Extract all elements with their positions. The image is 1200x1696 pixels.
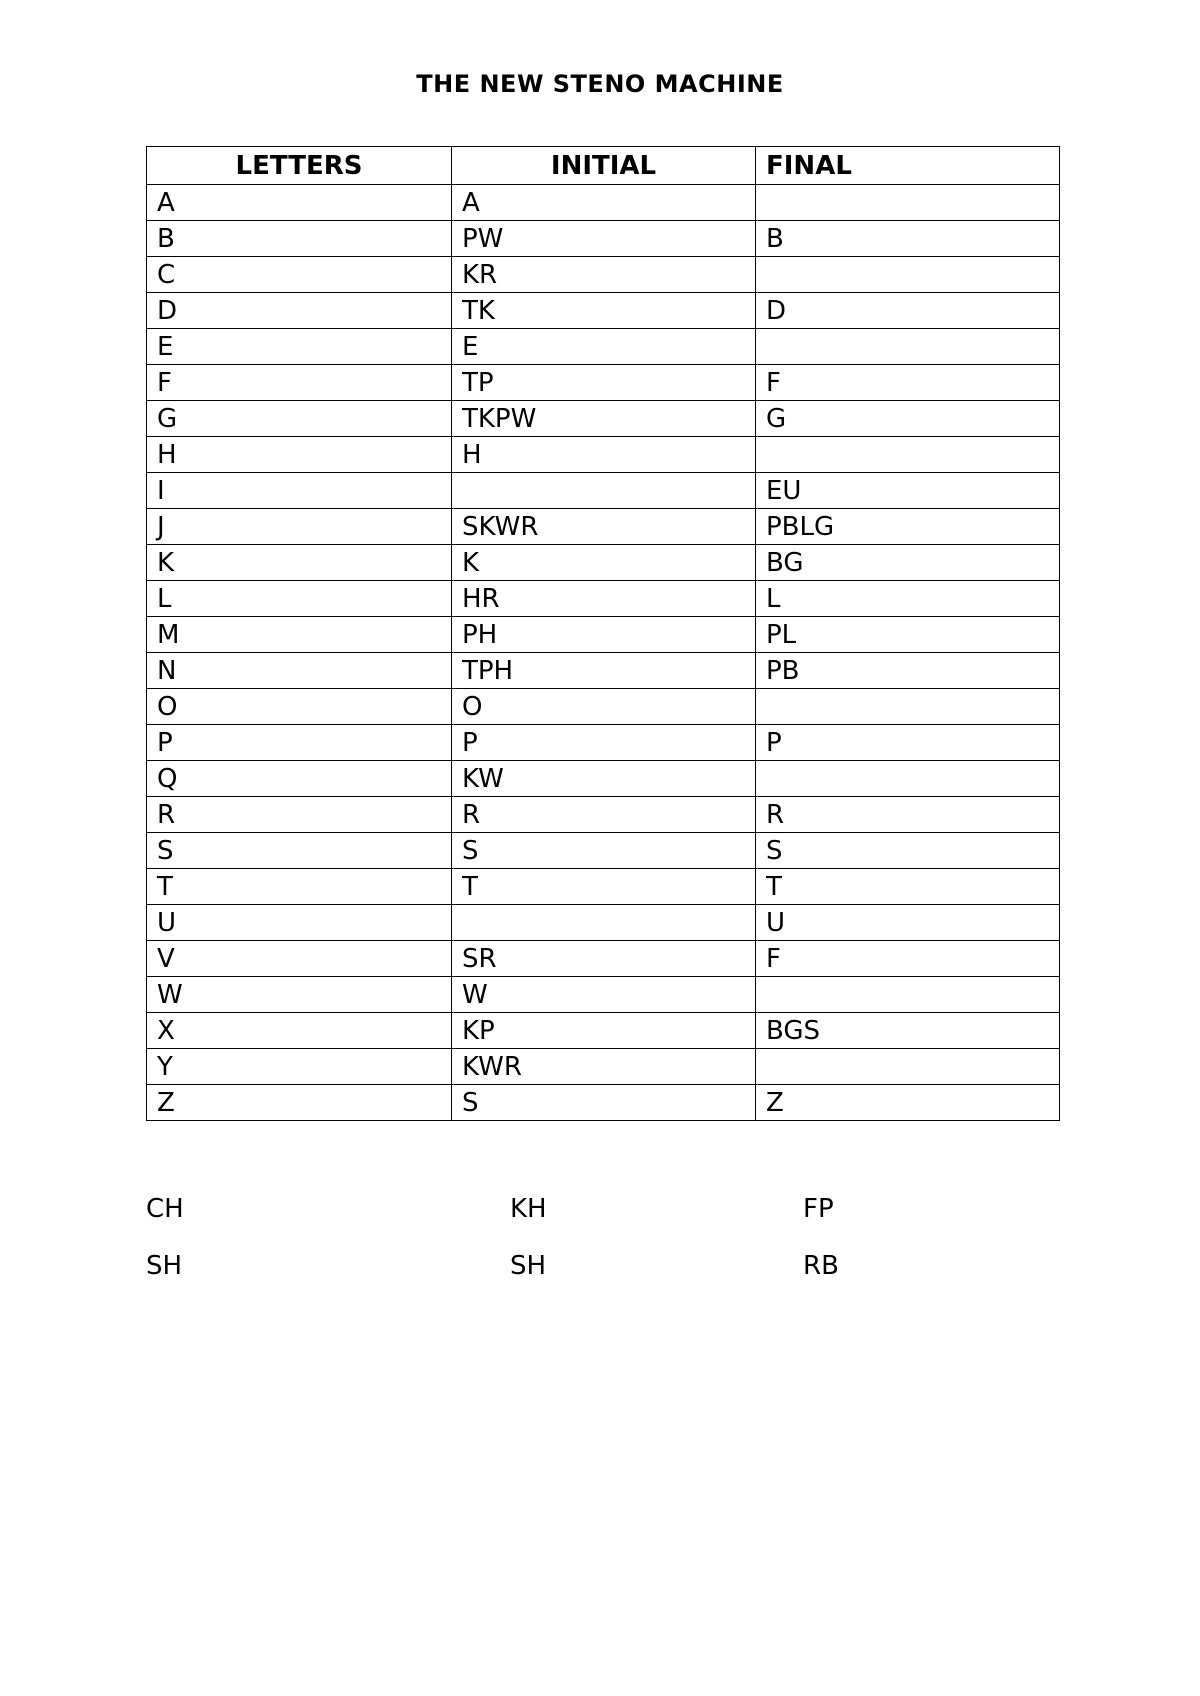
- table-row: [147, 581, 1060, 617]
- cell-final: [756, 689, 1060, 725]
- cell-letter: K: [147, 545, 452, 581]
- cell-letter: E: [147, 329, 452, 365]
- cell-final: [756, 1049, 1060, 1085]
- cell-final: [756, 329, 1060, 365]
- cell-initial: PH: [452, 617, 756, 653]
- cell-letter: U: [147, 905, 452, 941]
- table-row: [147, 617, 1060, 653]
- table-header-row: [147, 147, 1060, 185]
- cell-initial: KR: [452, 257, 756, 293]
- cell-letter: N: [147, 653, 452, 689]
- table-row: [147, 869, 1060, 905]
- cell-letter: Y: [147, 1049, 452, 1085]
- cell-letter: Q: [147, 761, 452, 797]
- cell-final: [756, 437, 1060, 473]
- table-row: [147, 1085, 1060, 1121]
- table-row: [147, 797, 1060, 833]
- cell-initial: A: [452, 185, 756, 221]
- cell-final: [756, 761, 1060, 797]
- steno-letters-table: [146, 146, 1060, 1121]
- cell-initial: TP: [452, 365, 756, 401]
- cell-final: S: [756, 833, 1060, 869]
- cell-final: [756, 185, 1060, 221]
- cell-letter: S: [147, 833, 452, 869]
- table-row: [147, 833, 1060, 869]
- cell-initial: R: [452, 797, 756, 833]
- table-row: [147, 941, 1060, 977]
- cell-final: F: [756, 941, 1060, 977]
- cell-final: BGS: [756, 1013, 1060, 1049]
- cell-initial: [452, 473, 756, 509]
- cell-initial: H: [452, 437, 756, 473]
- cell-initial: P: [452, 725, 756, 761]
- cell-final: T: [756, 869, 1060, 905]
- table-row: [147, 329, 1060, 365]
- cell-letter: J: [147, 509, 452, 545]
- cell-initial: [452, 905, 756, 941]
- table-row: [147, 221, 1060, 257]
- cell-initial: TK: [452, 293, 756, 329]
- cell-initial: TKPW: [452, 401, 756, 437]
- cell-letter: A: [147, 185, 452, 221]
- cell-letter: X: [147, 1013, 452, 1049]
- cell-final: EU: [756, 473, 1060, 509]
- table-row: [147, 257, 1060, 293]
- column-header-initial: INITIAL: [452, 147, 756, 185]
- column-header-letters: LETTERS: [147, 147, 452, 185]
- table-body: [147, 185, 1060, 1121]
- cell-final: L: [756, 581, 1060, 617]
- cell-final: Z: [756, 1085, 1060, 1121]
- extra-row-1-letter: CH: [146, 1194, 184, 1224]
- table-row: [147, 437, 1060, 473]
- cell-initial: E: [452, 329, 756, 365]
- cell-letter: H: [147, 437, 452, 473]
- cell-final: B: [756, 221, 1060, 257]
- cell-letter: Z: [147, 1085, 452, 1121]
- cell-initial: HR: [452, 581, 756, 617]
- extra-row-2-letter: SH: [146, 1251, 183, 1281]
- cell-letter: L: [147, 581, 452, 617]
- cell-initial: KWR: [452, 1049, 756, 1085]
- table-row: [147, 1049, 1060, 1085]
- cell-letter: D: [147, 293, 452, 329]
- cell-final: R: [756, 797, 1060, 833]
- page-title: THE NEW STENO MACHINE: [416, 70, 784, 98]
- cell-letter: V: [147, 941, 452, 977]
- cell-final: [756, 977, 1060, 1013]
- table-row: [147, 473, 1060, 509]
- cell-final: D: [756, 293, 1060, 329]
- table-row: [147, 509, 1060, 545]
- table-row: [147, 545, 1060, 581]
- cell-final: F: [756, 365, 1060, 401]
- table-row: [147, 977, 1060, 1013]
- table-row: [147, 761, 1060, 797]
- extra-row-1-final: FP: [803, 1194, 834, 1224]
- cell-final: P: [756, 725, 1060, 761]
- cell-letter: C: [147, 257, 452, 293]
- cell-initial: O: [452, 689, 756, 725]
- cell-initial: KW: [452, 761, 756, 797]
- cell-final: PBLG: [756, 509, 1060, 545]
- cell-initial: TPH: [452, 653, 756, 689]
- cell-final: [756, 257, 1060, 293]
- extra-row-2-final: RB: [803, 1251, 839, 1281]
- cell-initial: SKWR: [452, 509, 756, 545]
- cell-letter: F: [147, 365, 452, 401]
- column-header-final: FINAL: [756, 147, 1060, 185]
- table-row: [147, 185, 1060, 221]
- cell-letter: W: [147, 977, 452, 1013]
- cell-letter: I: [147, 473, 452, 509]
- cell-initial: W: [452, 977, 756, 1013]
- cell-final: PB: [756, 653, 1060, 689]
- table-row: [147, 653, 1060, 689]
- cell-initial: S: [452, 833, 756, 869]
- cell-letter: O: [147, 689, 452, 725]
- cell-initial: KP: [452, 1013, 756, 1049]
- cell-initial: T: [452, 869, 756, 905]
- cell-letter: R: [147, 797, 452, 833]
- cell-initial: S: [452, 1085, 756, 1121]
- cell-initial: PW: [452, 221, 756, 257]
- cell-final: G: [756, 401, 1060, 437]
- cell-letter: P: [147, 725, 452, 761]
- cell-final: BG: [756, 545, 1060, 581]
- table-row: [147, 365, 1060, 401]
- extra-row-2-initial: SH: [510, 1251, 547, 1281]
- table-row: [147, 689, 1060, 725]
- table-row: [147, 293, 1060, 329]
- table-row: [147, 1013, 1060, 1049]
- cell-final: PL: [756, 617, 1060, 653]
- cell-letter: B: [147, 221, 452, 257]
- table-row: [147, 905, 1060, 941]
- cell-final: U: [756, 905, 1060, 941]
- cell-initial: K: [452, 545, 756, 581]
- cell-letter: T: [147, 869, 452, 905]
- cell-letter: M: [147, 617, 452, 653]
- table-row: [147, 725, 1060, 761]
- extra-row-1-initial: KH: [510, 1194, 547, 1224]
- cell-initial: SR: [452, 941, 756, 977]
- table-row: [147, 401, 1060, 437]
- cell-letter: G: [147, 401, 452, 437]
